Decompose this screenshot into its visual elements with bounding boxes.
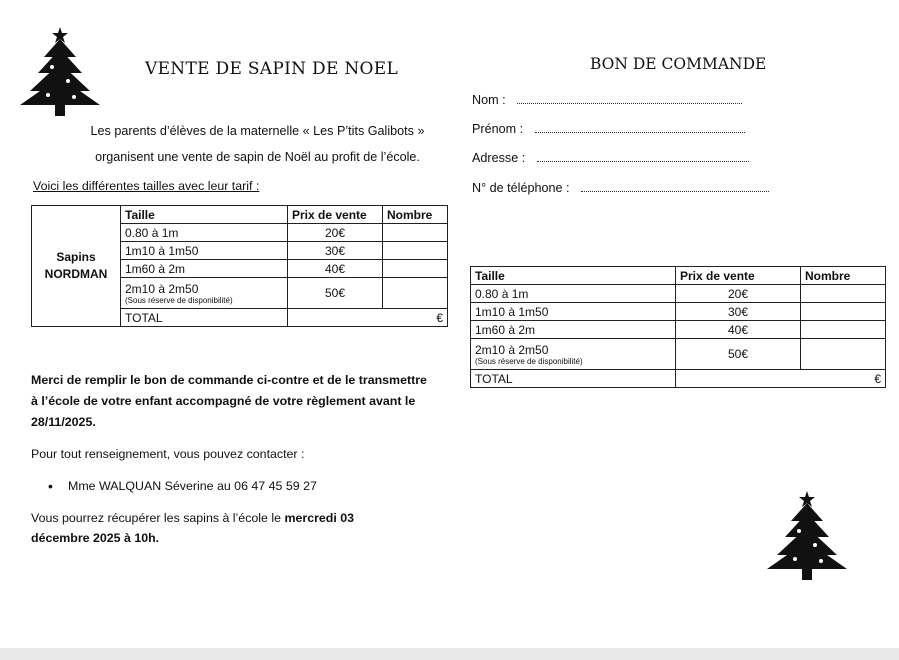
table-row: 1m10 à 1m50 30€ xyxy=(471,303,886,321)
quantity-cell[interactable] xyxy=(383,278,448,309)
field-telephone[interactable] xyxy=(472,180,769,195)
order-form-title: BON DE COMMANDE xyxy=(590,55,767,73)
field-telephone-label: N° de téléphone : xyxy=(472,181,570,195)
table-row: 1m60 à 2m 40€ xyxy=(471,321,886,339)
intro-text xyxy=(60,118,455,170)
field-adresse-line[interactable] xyxy=(537,150,749,162)
quantity-cell[interactable] xyxy=(801,339,886,370)
christmas-tree-icon xyxy=(765,488,849,582)
intro-line-2: organisent une vente de sapin de Noël au profit de l’école. xyxy=(95,150,420,164)
field-nom[interactable] xyxy=(472,92,742,107)
quantity-cell[interactable] xyxy=(801,285,886,303)
sapins-label: Sapins NORDMAN xyxy=(32,206,121,327)
quantity-cell[interactable] xyxy=(801,303,886,321)
field-adresse[interactable] xyxy=(472,150,749,165)
sale-title: VENTE DE SAPIN DE NOEL xyxy=(145,59,399,79)
price-table-right xyxy=(470,266,886,388)
total-cell[interactable]: € xyxy=(288,309,448,327)
field-prenom-label: Prénom : xyxy=(472,122,524,136)
price-table-left xyxy=(31,205,448,327)
col-nombre: Nombre xyxy=(383,206,448,224)
quantity-cell[interactable] xyxy=(383,260,448,278)
quantity-cell[interactable] xyxy=(383,242,448,260)
total-row: TOTAL € xyxy=(471,370,886,388)
col-taille: Taille xyxy=(471,267,676,285)
table-row: 2m10 à 2m50 (Sous réserve de disponibilité) 50€ xyxy=(32,278,448,309)
col-nombre: Nombre xyxy=(801,267,886,285)
quantity-cell[interactable] xyxy=(801,321,886,339)
field-telephone-line[interactable] xyxy=(581,180,769,192)
sizes-intro: Voici les différentes tailles avec leur tarif : xyxy=(33,179,260,193)
field-prenom-line[interactable] xyxy=(535,121,745,133)
col-prix: Prix de vente xyxy=(288,206,383,224)
field-nom-label: Nom : xyxy=(472,93,506,107)
table-row: 0.80 à 1m 20€ xyxy=(32,224,448,242)
intro-line-1: Les parents d’élèves de la maternelle « Les P’tits Galibots » xyxy=(90,124,425,138)
table-row: 2m10 à 2m50 (Sous réserve de disponibilité) 50€ xyxy=(471,339,886,370)
col-taille: Taille xyxy=(121,206,288,224)
instructions-text: Merci de remplir le bon de commande ci-contre et de le transmettre à l’école de votre enfant accompagné de votre règlement avant le 28/11/2025. xyxy=(31,373,427,429)
table-row: 0.80 à 1m 20€ xyxy=(471,285,886,303)
table-row: 1m60 à 2m 40€ xyxy=(32,260,448,278)
total-row: TOTAL € xyxy=(32,309,448,327)
table-row: 1m10 à 1m50 30€ xyxy=(32,242,448,260)
contact-person: • Mme WALQUAN Séverine au 06 47 45 59 27 xyxy=(48,479,317,493)
field-adresse-label: Adresse : xyxy=(472,151,526,165)
total-cell[interactable]: € xyxy=(676,370,886,388)
pickup-text: Vous pourrez récupérer les sapins à l’école le mercredi 03 décembre 2025 à 10h. xyxy=(31,511,355,545)
col-prix: Prix de vente xyxy=(676,267,801,285)
field-prenom[interactable] xyxy=(472,121,745,136)
field-nom-line[interactable] xyxy=(517,92,742,104)
pickup-date: mercredi 03 décembre 2025 à 10h. xyxy=(31,511,355,545)
contact-intro: Pour tout renseignement, vous pouvez contacter : xyxy=(31,447,305,461)
christmas-tree-icon xyxy=(18,25,102,117)
quantity-cell[interactable] xyxy=(383,224,448,242)
